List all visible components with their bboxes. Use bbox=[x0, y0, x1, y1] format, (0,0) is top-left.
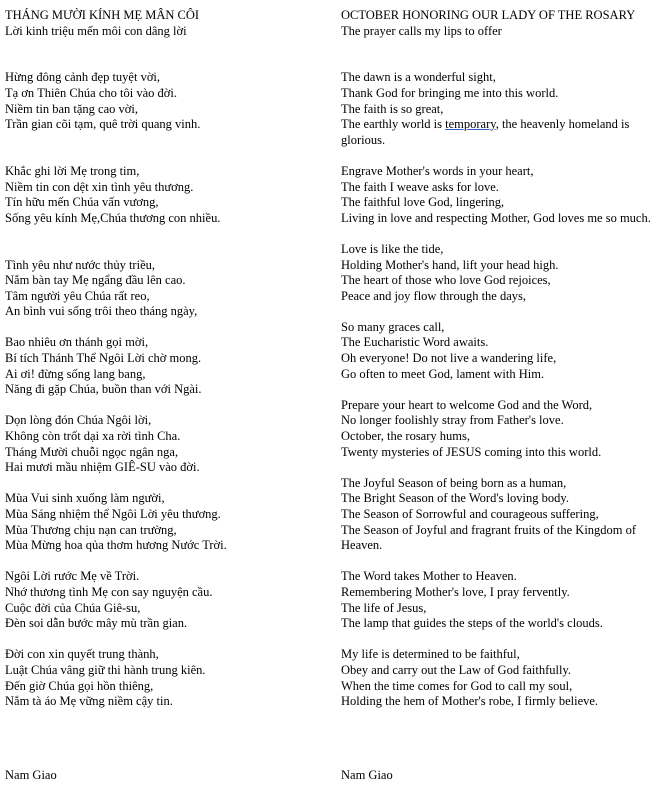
stanza bbox=[5, 569, 325, 631]
poem-line: An bình vui sống trôi theo tháng ngày, bbox=[5, 304, 198, 319]
poem-line: Holding Mother's hand, lift your head high. bbox=[341, 257, 559, 272]
stanza bbox=[5, 258, 325, 320]
poem-line: Prepare your heart to welcome God and the Word, bbox=[341, 397, 593, 412]
poem-line: The heart of those who love God rejoices, bbox=[341, 273, 551, 288]
poem-line: Ngôi Lời rước Mẹ về Trời. bbox=[5, 569, 140, 584]
poem-line: Tình yêu như nước thủy triều, bbox=[5, 257, 155, 272]
poem-line: The Word takes Mother to Heaven. bbox=[341, 569, 517, 584]
stanza-spacer bbox=[341, 460, 656, 476]
poem-line: The Season of Sorrowful and courageous suffering, bbox=[341, 507, 599, 521]
poem-subtitle-vietnamese: Lời kinh triệu mến môi con dâng lời bbox=[5, 23, 187, 38]
vietnamese-poem-column bbox=[5, 8, 325, 710]
poem-line: Hừng đông cảnh đẹp tuyệt vời, bbox=[5, 70, 161, 85]
poem-line: Không còn trốt dại xa rời tình Cha. bbox=[5, 429, 181, 444]
stanza-spacer bbox=[341, 382, 656, 398]
poem-line: Mùa Mừng hoa qủa thơm hương Nước Trời. bbox=[5, 538, 227, 553]
stanza bbox=[341, 569, 656, 631]
stanza-spacer bbox=[341, 304, 656, 320]
poem-line: Luật Chúa vâng giữ thi hành trung kiên. bbox=[5, 662, 206, 677]
poem-line: Đời con xin quyết trung thành, bbox=[5, 647, 159, 662]
poem-line: The faith I weave asks for love. bbox=[341, 179, 499, 194]
poem-subtitle-english: The prayer calls my lips to offer bbox=[341, 23, 502, 38]
stanza bbox=[5, 70, 325, 132]
poem-line: Obey and carry out the Law of God faithfully. bbox=[341, 662, 572, 677]
stanza-spacer bbox=[5, 632, 325, 648]
poem-line: Dọn lòng đón Chúa Ngôi lời, bbox=[5, 413, 152, 428]
poem-line: The lamp that guides the steps of the world's clouds. bbox=[341, 616, 603, 631]
poem-line: When the time comes for God to call my soul, bbox=[341, 678, 573, 693]
english-poem-column bbox=[341, 8, 656, 710]
stanza-spacer bbox=[341, 554, 656, 570]
poem-line: Hai mươi mầu nhiệm GIÊ-SU vào đời. bbox=[5, 460, 200, 475]
poem-line: The Eucharistic Word awaits. bbox=[341, 335, 489, 350]
poem-line: Cuộc đời của Chúa Giê-su, bbox=[5, 600, 141, 615]
poem-line: Bí tích Thánh Thể Ngôi Lời chờ mong. bbox=[5, 351, 202, 366]
poem-line: My life is determined to be faithful, bbox=[341, 647, 520, 662]
poem-line: Engrave Mother's words in your heart, bbox=[341, 163, 534, 178]
poem-line: Twenty mysteries of JESUS coming into this world. bbox=[341, 444, 602, 459]
stanza-spacer bbox=[5, 320, 325, 336]
poem-line: Sống yêu kính Mẹ,Chúa thương con nhiều. bbox=[5, 210, 221, 225]
stanza-spacer bbox=[341, 632, 656, 648]
stanza bbox=[341, 164, 656, 226]
poem-line: Ai ơi! đừng sống lang bang, bbox=[5, 366, 146, 381]
poem-title-vietnamese: THÁNG MƯỜI KÍNH MẸ MÂN CÔI bbox=[5, 8, 200, 22]
poem-line: Niềm tin con dệt xin tình yêu thương. bbox=[5, 179, 194, 194]
poem-line: The dawn is a wonderful sight, bbox=[341, 70, 496, 85]
poem-line: Tháng Mười chuỗi ngọc ngân nga, bbox=[5, 444, 179, 459]
poem-line: Living in love and respecting Mother, God loves me so much. bbox=[341, 210, 651, 225]
stanza bbox=[341, 320, 656, 382]
poem-line: Go often to meet God, lament with Him. bbox=[341, 366, 545, 381]
stanza bbox=[5, 164, 325, 226]
poem-line: Holding the hem of Mother's robe, I firmly believe. bbox=[341, 694, 599, 709]
stanza-spacer bbox=[5, 476, 325, 492]
poem-line: Tạ ơn Thiên Chúa cho tôi vào đời. bbox=[5, 85, 177, 100]
stanza-spacer bbox=[5, 133, 325, 164]
stanza bbox=[341, 242, 656, 304]
poem-line: Mùa Thương chịu nạn can trường, bbox=[5, 522, 177, 537]
spellcheck-underlined-word: temporary bbox=[445, 117, 496, 132]
author-name-english: Nam Giao bbox=[341, 768, 393, 782]
poem-line: The life of Jesus, bbox=[341, 600, 427, 615]
stanza-spacer bbox=[5, 226, 325, 257]
stanza bbox=[5, 491, 325, 553]
poem-line: October, the rosary hums, bbox=[341, 429, 470, 444]
poem-line: Đèn soi dẫn bước mây mù trần gian. bbox=[5, 616, 188, 631]
poem-line: Đến giờ Chúa gọi hồn thiêng, bbox=[5, 678, 154, 693]
stanza bbox=[341, 476, 656, 554]
poem-line: Trần gian cõi tạm, quê trời quang vinh. bbox=[5, 117, 201, 132]
poem-line: The faith is so great, bbox=[341, 101, 444, 116]
stanza bbox=[341, 647, 656, 709]
poem-line: Niềm tin ban tặng cao vời, bbox=[5, 101, 138, 116]
poem-line: Nhớ thương tình Mẹ con say nguyện cầu. bbox=[5, 584, 213, 599]
stanza-spacer bbox=[341, 226, 656, 242]
poem-line: Love is like the tide, bbox=[341, 241, 444, 256]
poem-line: Tín hữu mến Chúa vấn vương, bbox=[5, 195, 159, 210]
poem-line: The Joyful Season of being born as a human, bbox=[341, 475, 567, 490]
author-name-vietnamese: Nam Giao bbox=[5, 768, 57, 782]
stanza bbox=[341, 398, 656, 460]
stanza bbox=[341, 70, 656, 148]
poem-line: The faithful love God, lingering, bbox=[341, 195, 505, 210]
poem-line: Mùa Vui sinh xuống làm người, bbox=[5, 491, 165, 506]
stanza bbox=[5, 647, 325, 709]
stanza bbox=[5, 335, 325, 397]
stanza-spacer bbox=[341, 148, 656, 164]
poem-line: No longer foolishly stray from Father's love. bbox=[341, 413, 564, 428]
stanza-spacer bbox=[5, 398, 325, 414]
stanza-spacer bbox=[5, 554, 325, 570]
poem-line: Tâm người yêu Chúa rất reo, bbox=[5, 288, 150, 303]
stanza-spacer bbox=[341, 39, 656, 70]
poem-line: Oh everyone! Do not live a wandering life, bbox=[341, 351, 557, 366]
poem-line: Nắm bàn tay Mẹ ngẩng đầu lên cao. bbox=[5, 273, 186, 288]
poem-line: Thank God for bringing me into this world. bbox=[341, 85, 559, 100]
poem-line: Remembering Mother's love, I pray fervently. bbox=[341, 584, 570, 599]
poem-line: Khắc ghi lời Mẹ trong tim, bbox=[5, 163, 140, 178]
poem-title-english: OCTOBER HONORING OUR LADY OF THE ROSARY bbox=[341, 8, 636, 22]
poem-line: Nắm tà áo Mẹ vững niềm cậy tin. bbox=[5, 694, 173, 709]
poem-line: Năng đi gặp Chúa, buồn than với Ngài. bbox=[5, 382, 202, 397]
poem-line: Mùa Sáng nhiệm thể Ngôi Lời yêu thương. bbox=[5, 507, 221, 521]
stanza bbox=[5, 413, 325, 475]
poem-line: The Bright Season of the Word's loving body. bbox=[341, 491, 569, 506]
poem-line: The Season of Joyful and fragrant fruits of the Kingdom of Heaven. bbox=[341, 522, 637, 553]
stanza-spacer bbox=[5, 39, 325, 70]
poem-line: The earthly world is temporary, the heavenly homeland is glorious. bbox=[341, 117, 630, 147]
poem-line: Peace and joy flow through the days, bbox=[341, 288, 527, 303]
poem-line: Bao nhiêu ơn thánh gọi mời, bbox=[5, 335, 149, 350]
poem-line: So many graces call, bbox=[341, 319, 445, 334]
